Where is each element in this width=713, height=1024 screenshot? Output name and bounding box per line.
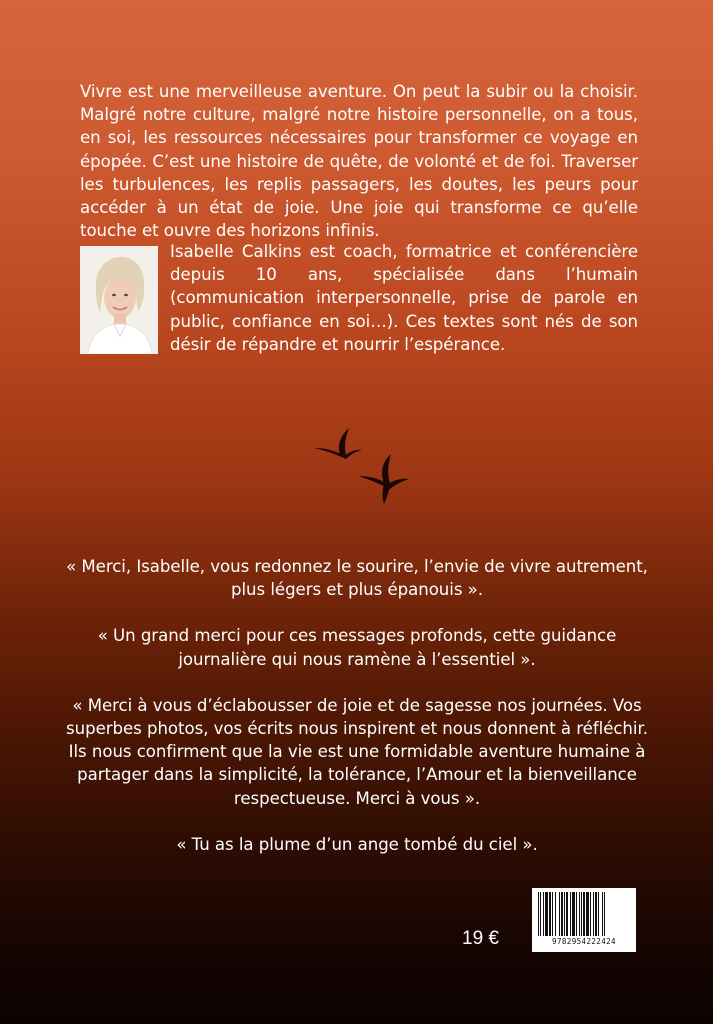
barcode-digits: 9782954222424 [552, 937, 616, 946]
quote-3: « Merci à vous d’éclabousser de joie et de sagesse nos journées. Vos superbes photos, vos écrits nous inspirent et nous donnent à réfléchir. Ils nous confirment que la vie est une formidable aventure humaine à partager dans la simplicité, la tolérance, l’Amour et la bienveillance respectueuse. Merci à vous ». [66, 695, 648, 808]
author-bio: Isabelle Calkins est coach, formatrice et conférencière depuis 10 ans, spécialisée dans l’humain (communication interpersonnelle, prise de parole en public, confiance en soi…). Ces textes sont nés de son désir de répandre et nourrir l’espérance. [170, 242, 638, 354]
price-label: 19 € [462, 928, 499, 949]
author-photo [80, 246, 158, 354]
two-birds-icon [310, 418, 420, 504]
quote-2: « Un grand merci pour ces messages profonds, cette guidance journalière qui nous ramène à l’essentiel ». [97, 626, 617, 669]
barcode [532, 888, 636, 952]
barcode-bars-icon [536, 892, 632, 936]
author-portrait-icon [80, 246, 158, 354]
quote-1: « Merci, Isabelle, vous redonnez le sourire, l’envie de vivre autrement, plus légers et plus épanouis ». [66, 557, 648, 600]
intro-paragraph: Vivre est une merveilleuse aventure. On peut la subir ou la choisir. Malgré notre culture, malgré notre histoire personnelle, on a tous, en soi, les ressources nécessaires pour transformer ce voyage en épopée. C’est une histoire de quête, de volonté et de foi. Traverser les turbulences, les replis passagers, les doutes, les peurs pour accéder à un état de joie. Une joie qui transforme ce qu’elle touche et ouvre des horizons infinis. [80, 82, 638, 241]
quote-4: « Tu as la plume d’un ange tombé du ciel ». [176, 834, 538, 854]
testimonials [66, 555, 648, 879]
